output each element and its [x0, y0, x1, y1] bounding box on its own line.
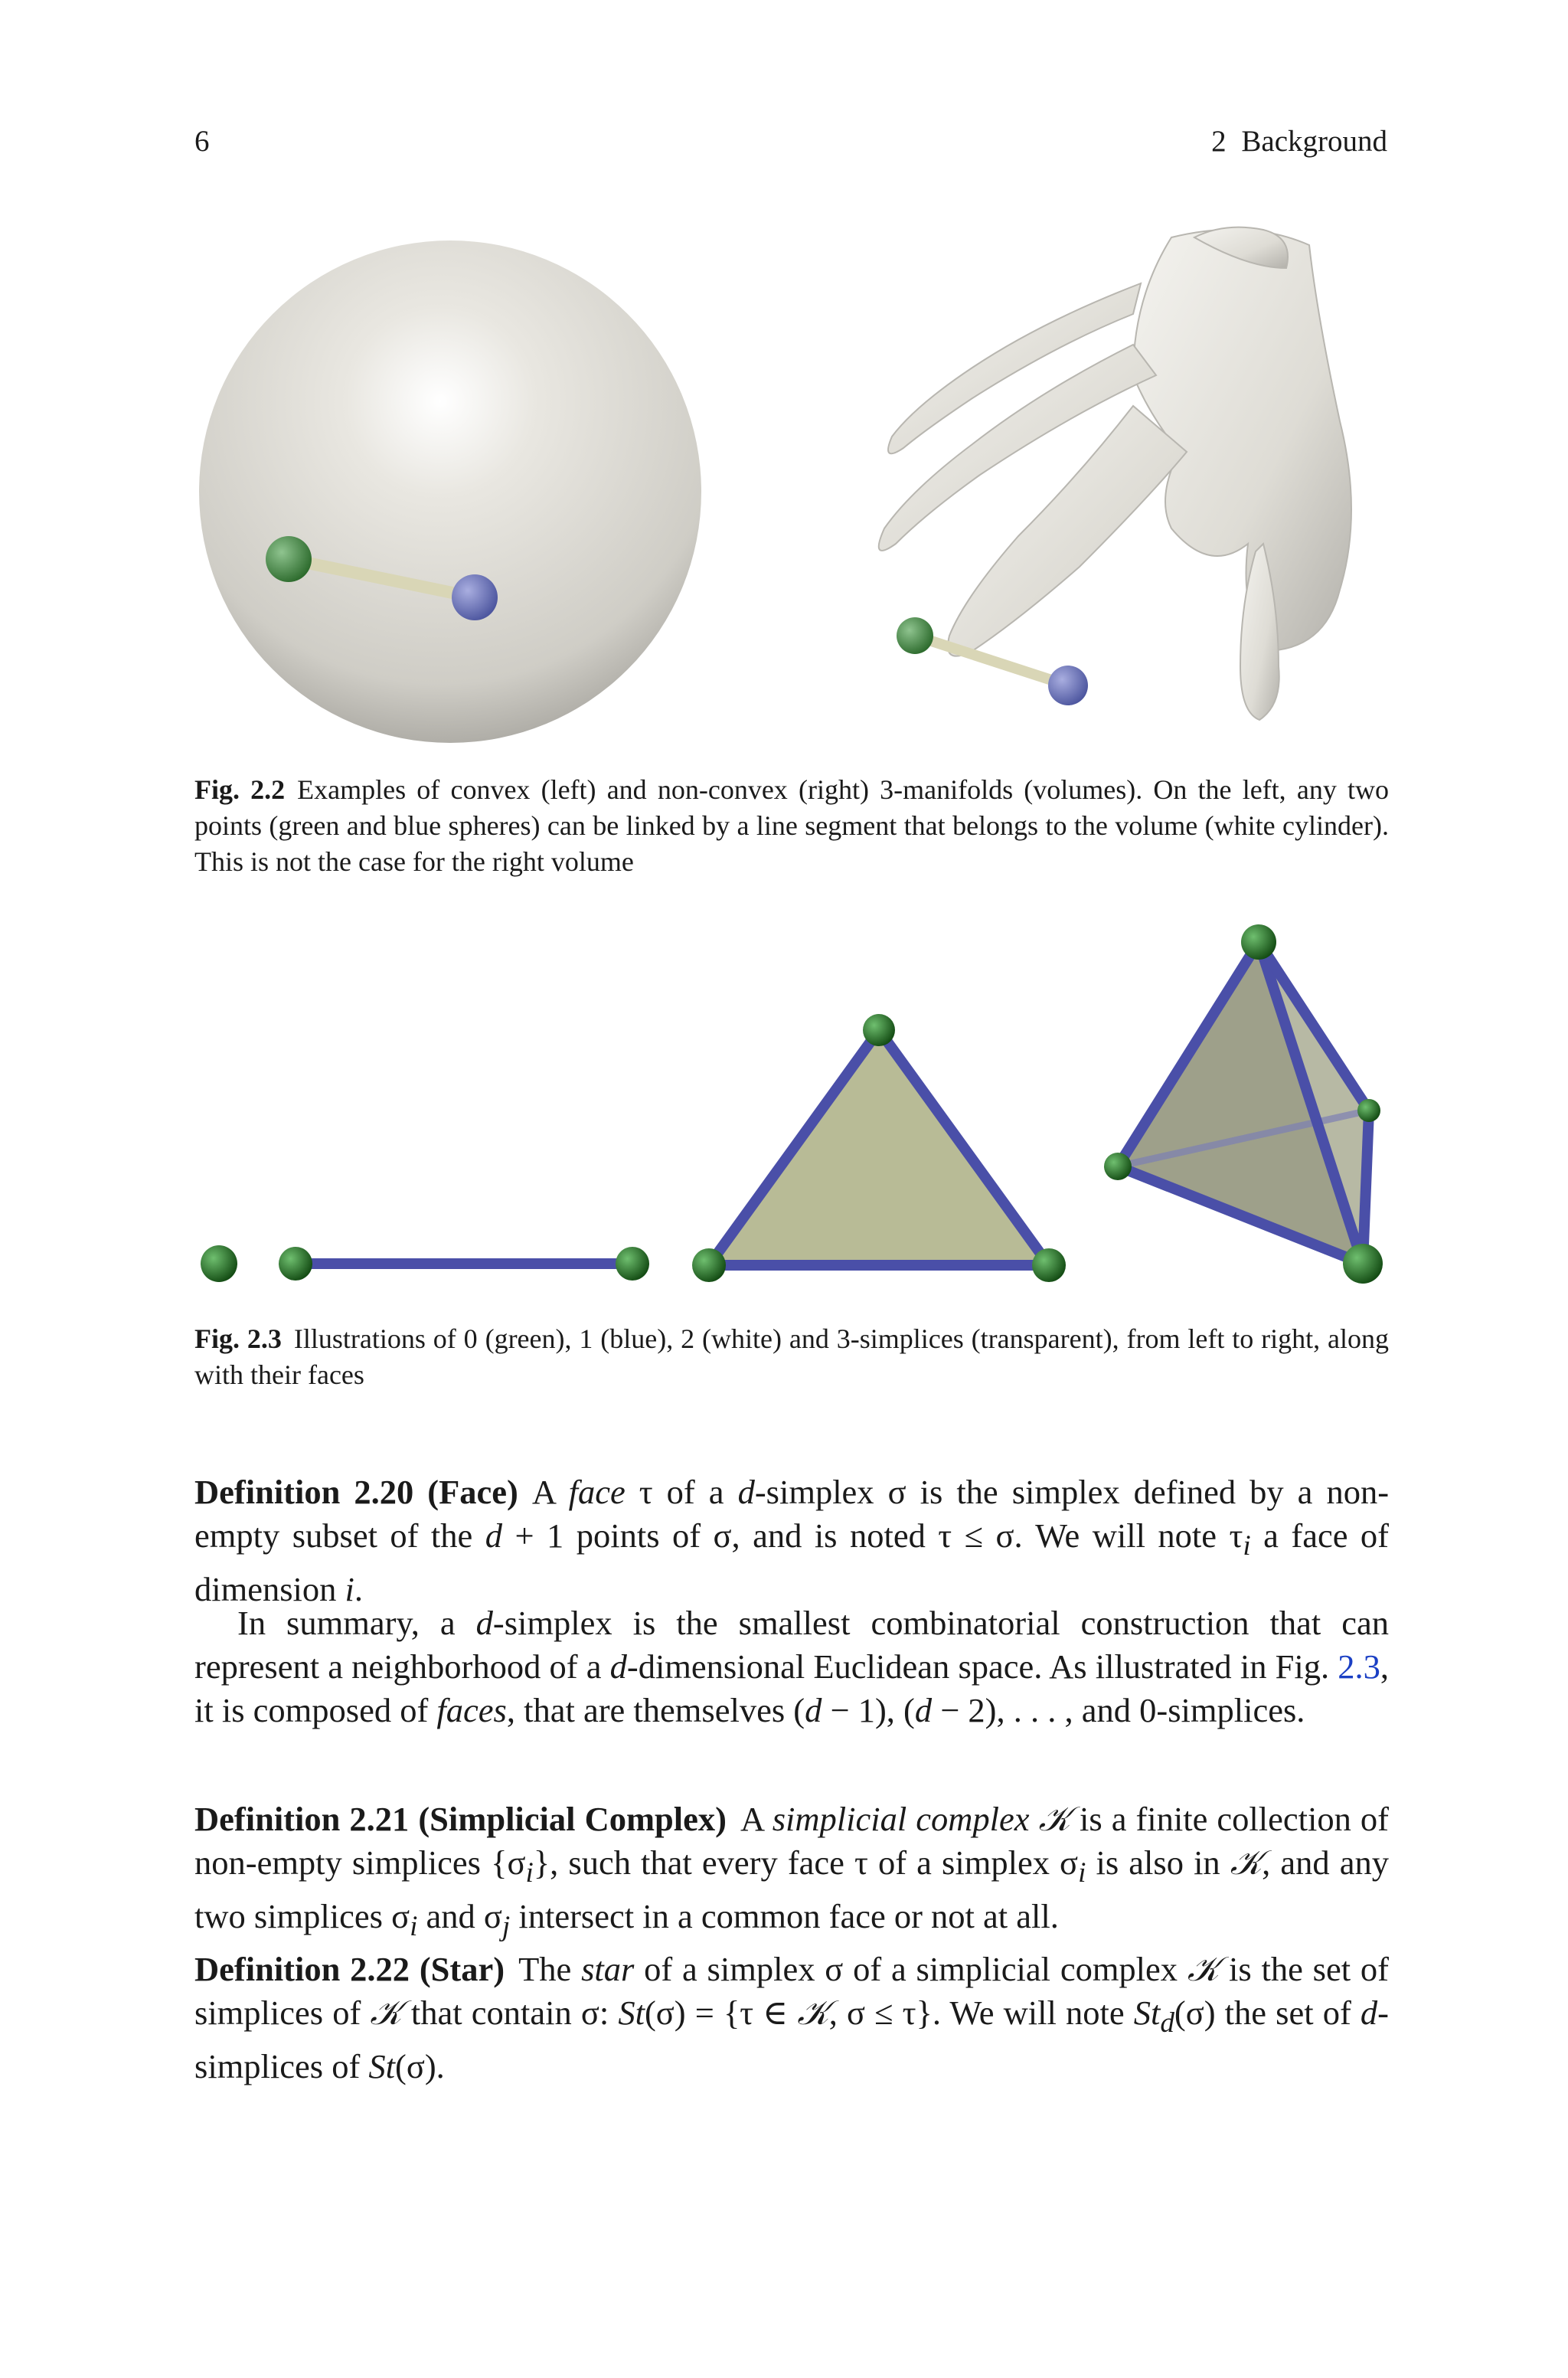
figure-2-3-caption: [194, 1321, 1389, 1393]
figure-reference-link[interactable]: 2.3: [1338, 1647, 1380, 1686]
text: that contain σ:: [401, 1994, 619, 2032]
term: face: [568, 1473, 626, 1511]
definition-2-22: [194, 1948, 1389, 2089]
subscript: j: [501, 1910, 511, 1942]
math: 𝒦: [1230, 1843, 1263, 1882]
text: − 1), (: [822, 1691, 915, 1729]
convex-sphere-volume: [199, 240, 701, 743]
math: i: [345, 1569, 354, 1608]
running-header: 2 Background: [1211, 125, 1387, 158]
math: d: [805, 1691, 822, 1729]
text: The: [518, 1950, 582, 1988]
math: St: [368, 2046, 396, 2085]
definition-2-20: [194, 1470, 1389, 1611]
text: -simplices of: [194, 1994, 1389, 2085]
definition-2-21: [194, 1797, 1389, 1948]
text: -dimensional Euclidean space. As illustrated in Fig.: [626, 1647, 1338, 1686]
text: A: [531, 1473, 569, 1511]
text: In summary, a: [237, 1604, 476, 1642]
text: , it is composed of: [194, 1647, 1389, 1729]
text: -simplex is the smallest combinatorial construction that can represent a neighborhood of a: [194, 1604, 1390, 1686]
figure-2-2: [191, 222, 1393, 743]
figure-2-2-text: Examples of convex (left) and non-convex (right) 3-manifolds (volumes). On the left, any two points (green and blue spheres) can be linked by a line segment that belongs to the volume (white cylinder). This is not the case for the right volume: [194, 774, 1389, 877]
text: a face of dimension: [194, 1516, 1389, 1608]
math: d: [475, 1604, 493, 1642]
text: of a simplex σ of a simplicial complex: [634, 1950, 1187, 1988]
text: }, such that every face τ of a simplex σ: [533, 1843, 1079, 1882]
figure-2-2-caption: [194, 772, 1389, 880]
text: -simplex σ is the simplex defined by a non-empty subset of the: [194, 1473, 1390, 1555]
text: is the set of simplices of: [194, 1950, 1389, 2032]
text: (σ) the set of: [1174, 1994, 1361, 2032]
text: intersect in a common face or not at all.: [510, 1896, 1059, 1935]
math: 𝒦: [1187, 1950, 1220, 1988]
definition-title: Definition 2.21 (Simplicial Complex): [194, 1800, 727, 1838]
subscript: i: [525, 1856, 534, 1889]
text: , that are themselves (: [506, 1691, 805, 1729]
text: (σ) = {τ ∈: [644, 1994, 798, 2032]
figure-2-2-label: Fig. 2.2: [194, 774, 286, 805]
subscript: i: [1243, 1529, 1251, 1562]
figure-2-3: [191, 915, 1393, 1298]
definition-title: Definition 2.20 (Face): [194, 1473, 518, 1511]
text: τ of a: [625, 1473, 738, 1511]
page-number: 6: [194, 125, 210, 158]
simplex-2: [692, 1014, 1066, 1282]
math: d: [609, 1647, 627, 1686]
simplex-3: [1104, 924, 1383, 1284]
text: (σ).: [395, 2046, 445, 2085]
math: 𝒦: [797, 1994, 829, 2032]
text: , and any two simplices σ: [194, 1843, 1389, 1935]
text: − 2), . . . , and 0-simplices.: [932, 1691, 1305, 1729]
text: .: [354, 1569, 364, 1608]
simplex-0: [201, 1245, 237, 1282]
text: and σ: [417, 1896, 502, 1935]
term: star: [581, 1950, 635, 1988]
figure-2-3-text: Illustrations of 0 (green), 1 (blue), 2 (white) and 3-simplices (transparent), from left to right, along with their faces: [194, 1323, 1389, 1390]
figure-2-3-label: Fig. 2.3: [194, 1323, 282, 1354]
math: d: [1360, 1994, 1378, 2032]
simplex-1: [279, 1247, 649, 1281]
math: d: [737, 1473, 755, 1511]
subscript: i: [410, 1910, 418, 1942]
term: simplicial complex: [772, 1800, 1030, 1838]
math: 𝒦: [1029, 1800, 1070, 1838]
subscript: d: [1160, 2007, 1174, 2039]
text: A: [740, 1800, 773, 1838]
math: d: [485, 1516, 503, 1555]
text: + 1 points of σ, and is noted τ ≤ σ. We will note τ: [502, 1516, 1243, 1555]
math: 𝒦: [370, 1994, 402, 2032]
text: , σ ≤ τ}. We will note: [828, 1994, 1134, 2032]
summary-paragraph: [194, 1601, 1389, 1732]
math: St: [618, 1994, 645, 2032]
term: faces: [436, 1691, 507, 1729]
text: is a finite collection of non-empty simplices {σ: [194, 1800, 1390, 1882]
math: d: [914, 1691, 933, 1729]
definition-title: Definition 2.22 (Star): [194, 1950, 505, 1988]
math: St: [1133, 1994, 1161, 2032]
subscript: i: [1078, 1856, 1086, 1889]
text: is also in: [1086, 1843, 1230, 1882]
